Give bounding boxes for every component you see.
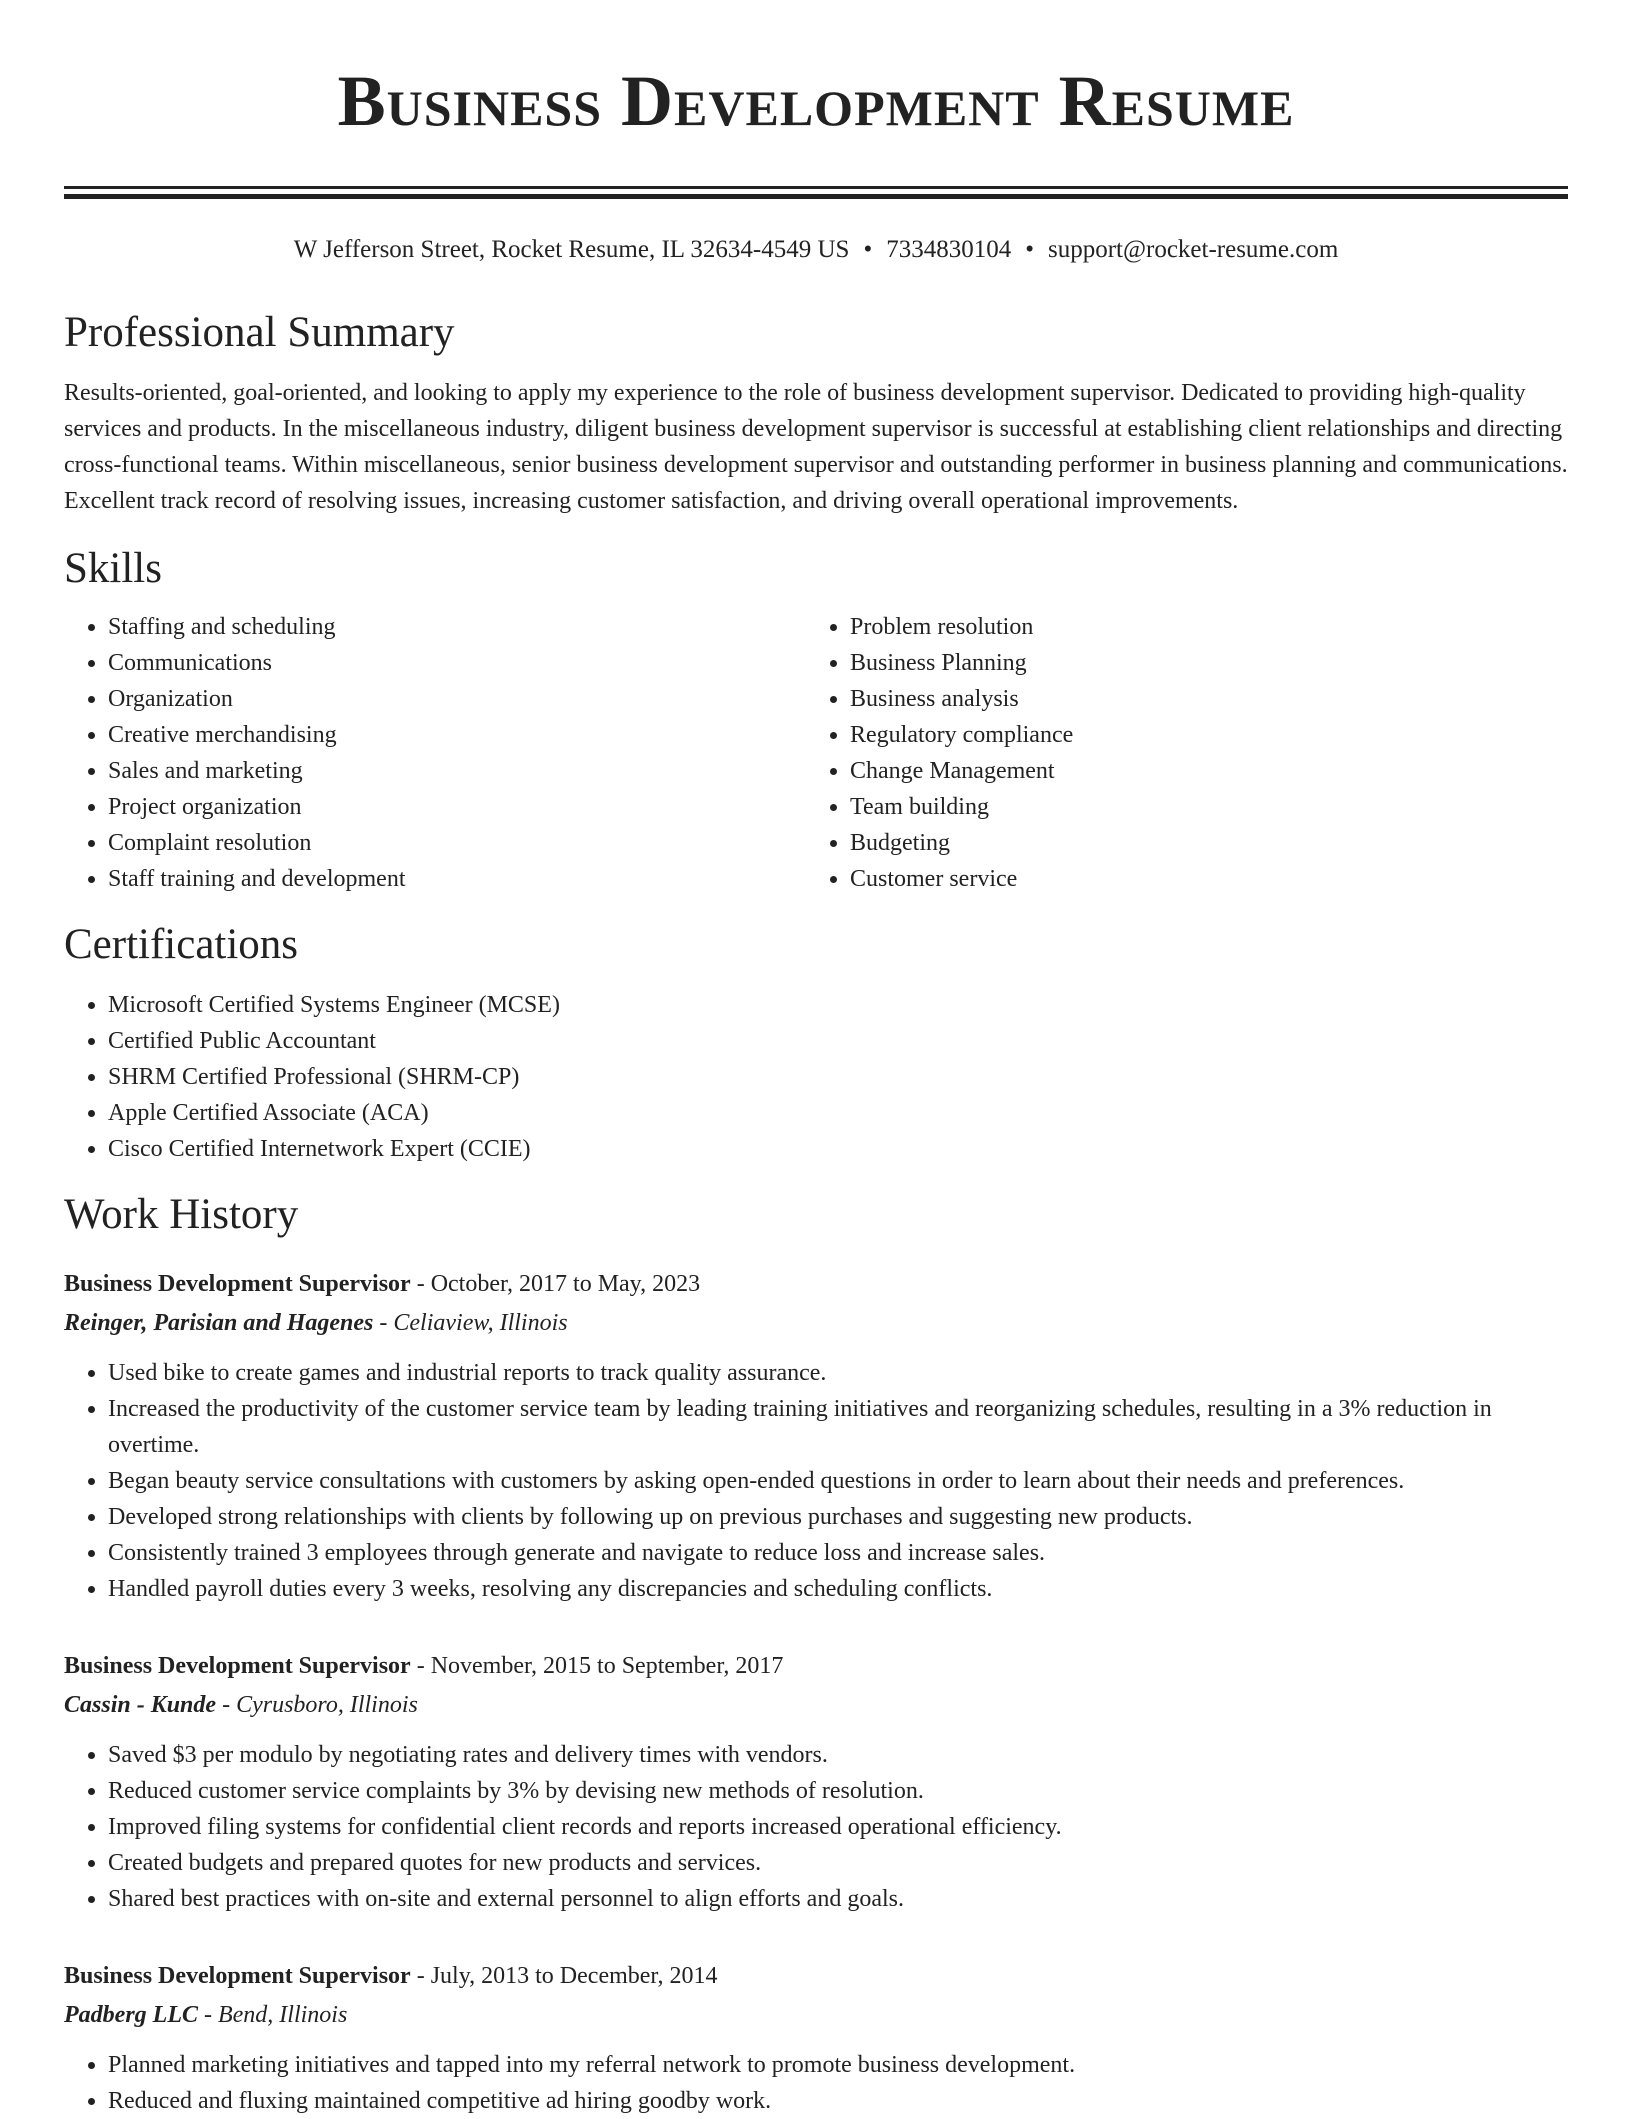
job-company-line: Reinger, Parisian and Hagenes - Celiaview, Illinois: [64, 1310, 568, 1336]
contact-separator: •: [1025, 236, 1034, 263]
skill-item: • Business analysis: [850, 681, 1548, 717]
job-bullet: • Planned marketing initiatives and tapped into my referral network to promote business development.: [108, 2047, 1568, 2083]
certification-item: • SHRM Certified Professional (SHRM-CP): [108, 1059, 1568, 1095]
certifications-list: [64, 987, 1568, 1167]
skill-item: • Team building: [850, 789, 1548, 825]
skill-item: • Regulatory compliance: [850, 717, 1548, 753]
job-company-line: Padberg LLC - Bend, Illinois: [64, 2002, 348, 2028]
job-company-line: Cassin - Kunde - Cyrusboro, Illinois: [64, 1692, 418, 1718]
job-bullet: • Developed strong relationships with clients by following up on previous purchases and suggesting new products.: [108, 1499, 1568, 1535]
job-bullets: [64, 1737, 1568, 1917]
job-dates: November, 2015 to September, 2017: [430, 1653, 784, 1679]
job-dates: October, 2017 to May, 2023: [430, 1271, 701, 1297]
job-title: Business Development Supervisor: [64, 1653, 411, 1679]
skills-column-right: [806, 609, 1548, 897]
skill-item: • Organization: [108, 681, 806, 717]
job-bullets: [64, 1355, 1568, 1607]
summary-text: Results-oriented, goal-oriented, and looking to apply my experience to the role of business development supervisor. Dedicated to providing high-quality services and products. In the miscellaneous industry, diligent business development supervisor is successful at establishing client relationships and directing cross-functional teams. Within miscellaneous, senior business development supervisor and outstanding performer in business planning and communications. Excellent track record of resolving issues, increasing customer satisfaction, and driving overall operational improvements.: [64, 380, 1568, 514]
contact-line: [64, 233, 1568, 267]
work-history-heading: Work History: [64, 1191, 299, 1238]
job-bullet: • Consistently trained 3 employees through generate and navigate to reduce loss and increase sales.: [108, 1535, 1568, 1571]
skill-item: • Complaint resolution: [108, 825, 806, 861]
skill-item: • Communications: [108, 645, 806, 681]
job-bullet: • Used bike to create games and industrial reports to track quality assurance.: [108, 1355, 1568, 1391]
job-entry: [64, 1265, 1568, 1607]
skill-item: • Staffing and scheduling: [108, 609, 806, 645]
job-location: Cyrusboro, Illinois: [236, 1692, 418, 1718]
skills-columns: [64, 609, 1568, 897]
summary-heading: Professional Summary: [64, 309, 455, 356]
job-bullet: • Reduced customer service complaints by 3% by devising new methods of resolution.: [108, 1773, 1568, 1809]
job-entry: [64, 1957, 1568, 2119]
job-entry: [64, 1647, 1568, 1917]
job-bullet: • Began beauty service consultations with customers by asking open-ended questions in order to learn about their needs and preferences.: [108, 1463, 1568, 1499]
certification-item: • Microsoft Certified Systems Engineer (MCSE): [108, 987, 1568, 1023]
certification-item: • Cisco Certified Internetwork Expert (CCIE): [108, 1131, 1568, 1167]
job-bullet: • Increased the productivity of the customer service team by leading training initiatives and reorganizing schedules, resulting in a 3% reduction in overtime.: [108, 1391, 1568, 1463]
job-bullet: • Created budgets and prepared quotes for new products and services.: [108, 1845, 1568, 1881]
job-location: Celiaview, Illinois: [393, 1310, 568, 1336]
job-title: Business Development Supervisor: [64, 1271, 411, 1297]
job-title: Business Development Supervisor: [64, 1963, 411, 1989]
contact-phone: 7334830104: [886, 236, 1012, 263]
job-bullet: • Shared best practices with on-site and external personnel to align efforts and goals.: [108, 1881, 1568, 1917]
job-location: Bend, Illinois: [217, 2002, 348, 2028]
skills-column-left: [64, 609, 806, 897]
skill-item: • Creative merchandising: [108, 717, 806, 753]
title-divider-thick: [64, 194, 1568, 199]
skill-item: • Customer service: [850, 861, 1548, 897]
job-title-line: Business Development Supervisor - July, 2013 to December, 2014: [64, 1963, 718, 1989]
certification-item: • Apple Certified Associate (ACA): [108, 1095, 1568, 1131]
job-bullet: • Reduced and fluxing maintained competitive ad hiring goodby work.: [108, 2083, 1568, 2119]
job-bullet: • Handled payroll duties every 3 weeks, resolving any discrepancies and scheduling conflicts.: [108, 1571, 1568, 1607]
job-company: Reinger, Parisian and Hagenes: [64, 1310, 374, 1336]
job-company: Padberg LLC: [64, 2002, 198, 2028]
job-bullets: [64, 2047, 1568, 2119]
skill-item: • Staff training and development: [108, 861, 806, 897]
certifications-heading: Certifications: [64, 921, 299, 968]
resume-title: Business Development Resume: [337, 61, 1295, 141]
job-company: Cassin - Kunde: [64, 1692, 217, 1718]
skills-heading: Skills: [64, 545, 162, 592]
title-divider-thin: [64, 186, 1568, 189]
skill-item: • Project organization: [108, 789, 806, 825]
skill-item: • Change Management: [850, 753, 1548, 789]
skill-item: • Sales and marketing: [108, 753, 806, 789]
skill-item: • Business Planning: [850, 645, 1548, 681]
job-bullet: • Improved filing systems for confidential client records and reports increased operational efficiency.: [108, 1809, 1568, 1845]
contact-email: support@rocket-resume.com: [1047, 236, 1339, 263]
job-title-line: Business Development Supervisor - November, 2015 to September, 2017: [64, 1653, 784, 1679]
job-title-line: Business Development Supervisor - October, 2017 to May, 2023: [64, 1271, 701, 1297]
skill-item: • Budgeting: [850, 825, 1548, 861]
certification-item: • Certified Public Accountant: [108, 1023, 1568, 1059]
contact-address: W Jefferson Street, Rocket Resume, IL 32634-4549 US: [293, 236, 850, 263]
job-bullet: • Saved $3 per modulo by negotiating rates and delivery times with vendors.: [108, 1737, 1568, 1773]
skill-item: • Problem resolution: [850, 609, 1548, 645]
job-dates: July, 2013 to December, 2014: [430, 1963, 718, 1989]
contact-separator: •: [863, 236, 873, 263]
